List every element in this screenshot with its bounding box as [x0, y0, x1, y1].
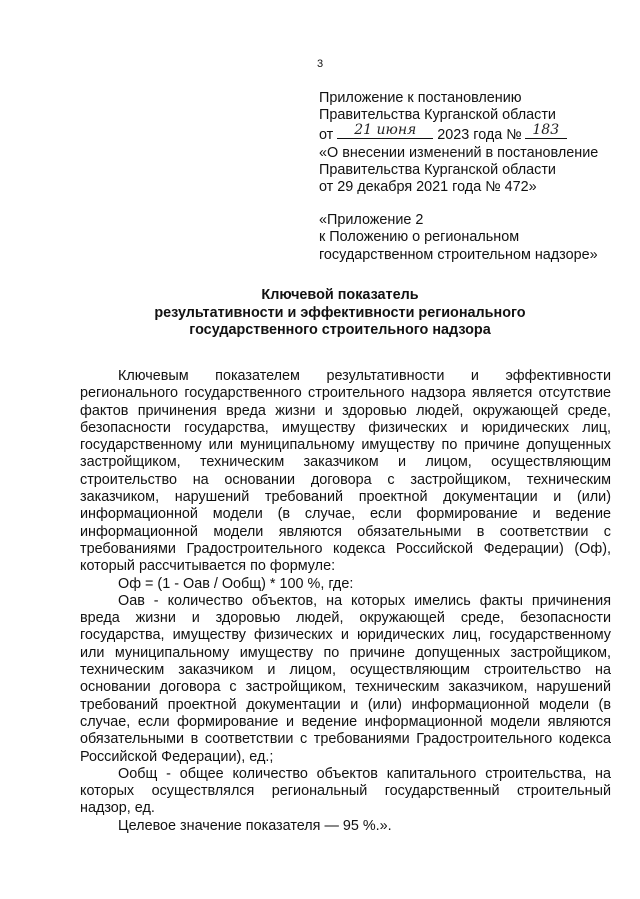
title-line: Ключевой показатель	[261, 287, 419, 303]
appendix-line: Правительства Курганской области	[319, 107, 556, 124]
document-body	[80, 368, 611, 835]
appendix2-line: к Положению о региональном	[319, 229, 520, 246]
appendix-line: Приложение к постановлению	[319, 90, 522, 106]
handwritten-number: 183	[532, 122, 560, 139]
number-blank	[525, 124, 567, 139]
appendix-line: Правительства Курганской области	[319, 161, 556, 178]
formula-line: Оф = (1 - Оав / Ообщ) * 100 %, где:	[118, 575, 354, 592]
definition-paragraph: Ключевым показателем результативности и эффективности регионального государственного строительного надзора является отсутствие фактов причинения вреда жизни и здоровью людей, окружающей среде, безопасности государства, имуществу физических и юридических лиц, государственному или муниципальному имуществу по причине допущенных застройщиком, техническим заказчиком и лицом, осуществляющим строительство на основании договора с застройщиком, техническим заказчиком, нарушений требований проектной документации и (или) информационной модели (в случае, если формирование и ведение информационной модели являются обязательными в соответствии с требованиями Градостроительного кодекса Российской Федерации) (Оф), который рассчитывается по формуле:	[80, 368, 611, 575]
title-line: государственного строительного надзора	[189, 322, 491, 339]
date-prefix: от	[319, 127, 334, 144]
document-title	[60, 287, 620, 340]
title-line: результативности и эффективности регионального	[154, 304, 526, 321]
appendix-header	[319, 90, 619, 264]
target-value: Целевое значение показателя — 95 %.».	[118, 817, 392, 834]
handwritten-date: 21 июня	[354, 122, 417, 139]
year-text: 2023 года №	[437, 127, 522, 144]
date-blank	[337, 124, 433, 139]
oobsch-definition: Ообщ - общее количество объектов капитального строительства, на которых осуществлялся региональный государственный строительный надзор, ед.	[80, 765, 611, 817]
appendix2-line: «Приложение 2	[319, 212, 424, 229]
appendix-date-line	[319, 124, 619, 144]
page-number: 3	[316, 58, 324, 70]
appendix2-line: государственном строительном надзоре»	[319, 246, 598, 263]
appendix2-block	[319, 212, 619, 264]
oav-definition: Оав - количество объектов, на которых имелись факты причинения вреда жизни и здоровью людей, окружающей среде, безопасности государства, имуществу физических и юридических лиц, государственному или муниципальному имуществу по причине допущенных застройщиком, техническим заказчиком и лицом, осуществляющим строительство на основании договора с застройщиком, техническим заказчиком, нарушений требований проектной документации и (или) информационной модели (в случае, если формирование и ведение информационной модели являются обязательными в соответствии с требованиями Градостроительного кодекса Российской Федерации), ед.;	[80, 592, 611, 765]
appendix-line: «О внесении изменений в постановление	[319, 144, 599, 161]
appendix-line: от 29 декабря 2021 года № 472»	[319, 179, 537, 196]
